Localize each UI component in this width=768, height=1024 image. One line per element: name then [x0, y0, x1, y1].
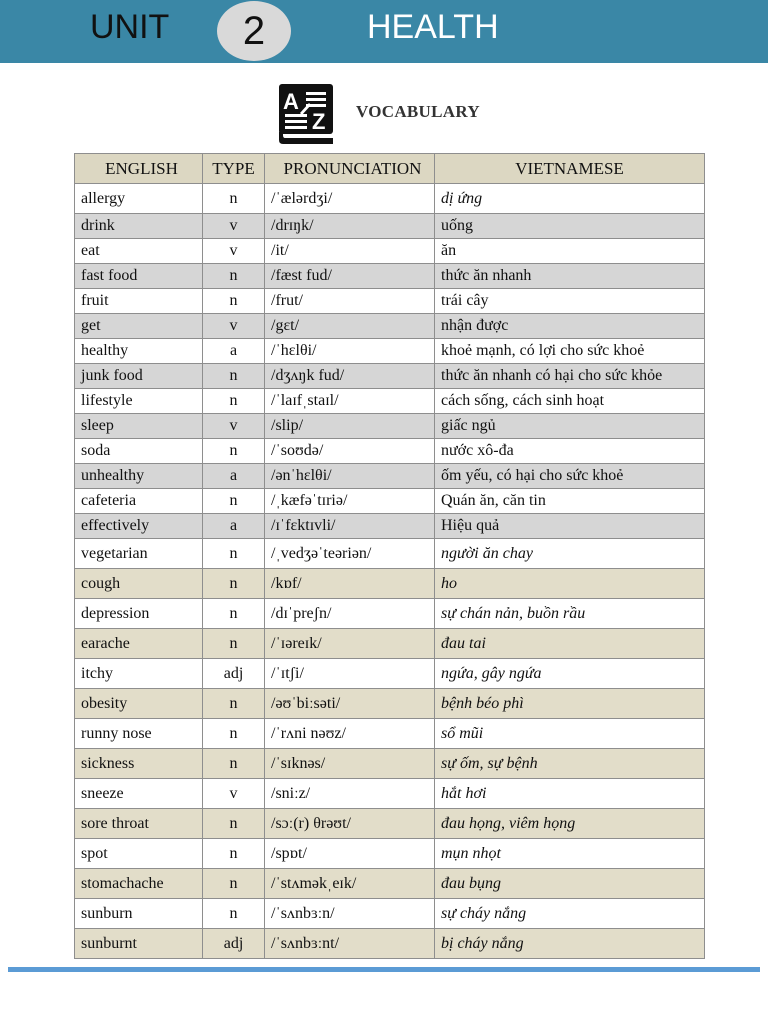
svg-text:Z: Z	[312, 109, 326, 134]
cell-vietnamese: đau tai	[435, 629, 705, 659]
cell-type: n	[203, 289, 265, 314]
cell-english: junk food	[75, 364, 203, 389]
table-row	[75, 839, 705, 869]
table-row	[75, 339, 705, 364]
table-row	[75, 869, 705, 899]
cell-pronunciation: /it/	[265, 239, 435, 264]
cell-pronunciation: /fæst fud/	[265, 264, 435, 289]
table-row	[75, 289, 705, 314]
table-row	[75, 749, 705, 779]
cell-type: n	[203, 439, 265, 464]
cell-type: v	[203, 779, 265, 809]
unit-label: UNIT	[90, 8, 170, 46]
cell-vietnamese: sự cháy nắng	[435, 899, 705, 929]
svg-text:A: A	[283, 89, 299, 114]
cell-pronunciation: /ˈsɪknəs/	[265, 749, 435, 779]
unit-number-badge: 2	[217, 1, 291, 61]
cell-pronunciation: /ənˈhɛlθi/	[265, 464, 435, 489]
cell-type: v	[203, 314, 265, 339]
cell-vietnamese: sổ mũi	[435, 719, 705, 749]
cell-type: adj	[203, 929, 265, 959]
cell-vietnamese: thức ăn nhanh có hại cho sức khỏe	[435, 364, 705, 389]
table-row	[75, 364, 705, 389]
cell-type: n	[203, 689, 265, 719]
cell-english: allergy	[75, 184, 203, 214]
cell-type: n	[203, 389, 265, 414]
table-row	[75, 569, 705, 599]
cell-vietnamese: sự ốm, sự bệnh	[435, 749, 705, 779]
az-book-icon	[276, 83, 336, 145]
cell-english: sunburnt	[75, 929, 203, 959]
table-row	[75, 439, 705, 464]
cell-type: n	[203, 539, 265, 569]
bottom-divider	[8, 967, 760, 972]
cell-pronunciation: /ˈstʌməkˌeɪk/	[265, 869, 435, 899]
cell-english: sickness	[75, 749, 203, 779]
table-row	[75, 464, 705, 489]
table-row	[75, 599, 705, 629]
table-row	[75, 184, 705, 214]
table-row	[75, 514, 705, 539]
cell-vietnamese: nước xô-đa	[435, 439, 705, 464]
cell-english: lifestyle	[75, 389, 203, 414]
cell-vietnamese: ăn	[435, 239, 705, 264]
cell-pronunciation: /spɒt/	[265, 839, 435, 869]
cell-vietnamese: mụn nhọt	[435, 839, 705, 869]
table-row	[75, 314, 705, 339]
cell-pronunciation: /ˈsoʊdə/	[265, 439, 435, 464]
cell-type: n	[203, 899, 265, 929]
cell-vietnamese: ho	[435, 569, 705, 599]
cell-vietnamese: giấc ngủ	[435, 414, 705, 439]
cell-pronunciation: /gɛt/	[265, 314, 435, 339]
table-row	[75, 899, 705, 929]
cell-english: drink	[75, 214, 203, 239]
cell-english: fast food	[75, 264, 203, 289]
cell-vietnamese: bệnh béo phì	[435, 689, 705, 719]
table-row	[75, 659, 705, 689]
cell-english: obesity	[75, 689, 203, 719]
table-header-row	[75, 154, 705, 184]
cell-type: a	[203, 464, 265, 489]
cell-english: sunburn	[75, 899, 203, 929]
cell-type: adj	[203, 659, 265, 689]
cell-vietnamese: cách sống, cách sinh hoạt	[435, 389, 705, 414]
cell-vietnamese: trái cây	[435, 289, 705, 314]
table-row	[75, 489, 705, 514]
cell-pronunciation: /ˈɪtʃi/	[265, 659, 435, 689]
cell-pronunciation: /ˈhɛlθi/	[265, 339, 435, 364]
cell-vietnamese: sự chán nản, buồn rầu	[435, 599, 705, 629]
cell-type: n	[203, 364, 265, 389]
cell-type: v	[203, 214, 265, 239]
table-row	[75, 629, 705, 659]
cell-english: sneeze	[75, 779, 203, 809]
cell-type: n	[203, 184, 265, 214]
cell-vietnamese: dị ứng	[435, 184, 705, 214]
cell-pronunciation: /frut/	[265, 289, 435, 314]
unit-title: HEALTH	[367, 8, 499, 46]
cell-english: spot	[75, 839, 203, 869]
cell-english: effectively	[75, 514, 203, 539]
cell-english: stomachache	[75, 869, 203, 899]
cell-english: itchy	[75, 659, 203, 689]
cell-pronunciation: /slip/	[265, 414, 435, 439]
cell-vietnamese: ngứa, gây ngứa	[435, 659, 705, 689]
cell-pronunciation: /ˈælərdʒi/	[265, 184, 435, 214]
cell-english: get	[75, 314, 203, 339]
cell-pronunciation: /dɪˈpreʃn/	[265, 599, 435, 629]
cell-pronunciation: /drɪŋk/	[265, 214, 435, 239]
cell-vietnamese: thức ăn nhanh	[435, 264, 705, 289]
vocabulary-table	[74, 153, 705, 959]
cell-type: v	[203, 414, 265, 439]
cell-type: n	[203, 629, 265, 659]
cell-type: n	[203, 599, 265, 629]
table-row	[75, 779, 705, 809]
table-row	[75, 689, 705, 719]
cell-vietnamese: Hiệu quả	[435, 514, 705, 539]
cell-vietnamese: hắt hơi	[435, 779, 705, 809]
table-row	[75, 929, 705, 959]
cell-english: soda	[75, 439, 203, 464]
cell-vietnamese: uống	[435, 214, 705, 239]
table-row	[75, 809, 705, 839]
column-header-pronunciation: PRONUNCIATION	[265, 154, 435, 184]
cell-type: n	[203, 809, 265, 839]
cell-vietnamese: đau họng, viêm họng	[435, 809, 705, 839]
cell-vietnamese: bị cháy nắng	[435, 929, 705, 959]
column-header-vietnamese: VIETNAMESE	[435, 154, 705, 184]
cell-pronunciation: /sɔː(r) θrəʊt/	[265, 809, 435, 839]
cell-pronunciation: /sniːz/	[265, 779, 435, 809]
cell-english: vegetarian	[75, 539, 203, 569]
table-row	[75, 539, 705, 569]
cell-vietnamese: Quán ăn, căn tin	[435, 489, 705, 514]
section-title: VOCABULARY	[356, 102, 480, 121]
cell-english: depression	[75, 599, 203, 629]
cell-type: n	[203, 839, 265, 869]
column-header-type: TYPE	[203, 154, 265, 184]
cell-english: earache	[75, 629, 203, 659]
cell-pronunciation: /ˌkæfəˈtɪriə/	[265, 489, 435, 514]
cell-pronunciation: /kɒf/	[265, 569, 435, 599]
cell-type: n	[203, 569, 265, 599]
cell-vietnamese: khoẻ mạnh, có lợi cho sức khoẻ	[435, 339, 705, 364]
cell-pronunciation: /ˈsʌnbɜːn/	[265, 899, 435, 929]
table-row	[75, 214, 705, 239]
cell-english: eat	[75, 239, 203, 264]
cell-vietnamese: người ăn chay	[435, 539, 705, 569]
cell-english: unhealthy	[75, 464, 203, 489]
table-row	[75, 389, 705, 414]
cell-pronunciation: /ˈɪəreɪk/	[265, 629, 435, 659]
cell-type: v	[203, 239, 265, 264]
cell-pronunciation: /ˌvedʒəˈteəriən/	[265, 539, 435, 569]
cell-type: a	[203, 514, 265, 539]
cell-pronunciation: /ˈsʌnbɜːnt/	[265, 929, 435, 959]
unit-header-bar	[0, 0, 768, 63]
cell-vietnamese: ốm yếu, có hại cho sức khoẻ	[435, 464, 705, 489]
cell-pronunciation: /ɪˈfɛktɪvli/	[265, 514, 435, 539]
table-row	[75, 264, 705, 289]
cell-english: healthy	[75, 339, 203, 364]
cell-type: n	[203, 749, 265, 779]
cell-type: n	[203, 719, 265, 749]
cell-english: runny nose	[75, 719, 203, 749]
cell-english: sleep	[75, 414, 203, 439]
cell-english: cafeteria	[75, 489, 203, 514]
cell-pronunciation: /ˈrʌni nəʊz/	[265, 719, 435, 749]
table-row	[75, 719, 705, 749]
table-row	[75, 414, 705, 439]
cell-pronunciation: /əʊˈbiːsəti/	[265, 689, 435, 719]
cell-vietnamese: đau bụng	[435, 869, 705, 899]
cell-vietnamese: nhận được	[435, 314, 705, 339]
column-header-english: ENGLISH	[75, 154, 203, 184]
cell-english: cough	[75, 569, 203, 599]
cell-type: n	[203, 264, 265, 289]
cell-type: n	[203, 869, 265, 899]
cell-type: a	[203, 339, 265, 364]
cell-type: n	[203, 489, 265, 514]
cell-english: sore throat	[75, 809, 203, 839]
cell-pronunciation: /ˈlaɪfˌstaɪl/	[265, 389, 435, 414]
table-row	[75, 239, 705, 264]
cell-english: fruit	[75, 289, 203, 314]
cell-pronunciation: /dʒʌŋk fud/	[265, 364, 435, 389]
